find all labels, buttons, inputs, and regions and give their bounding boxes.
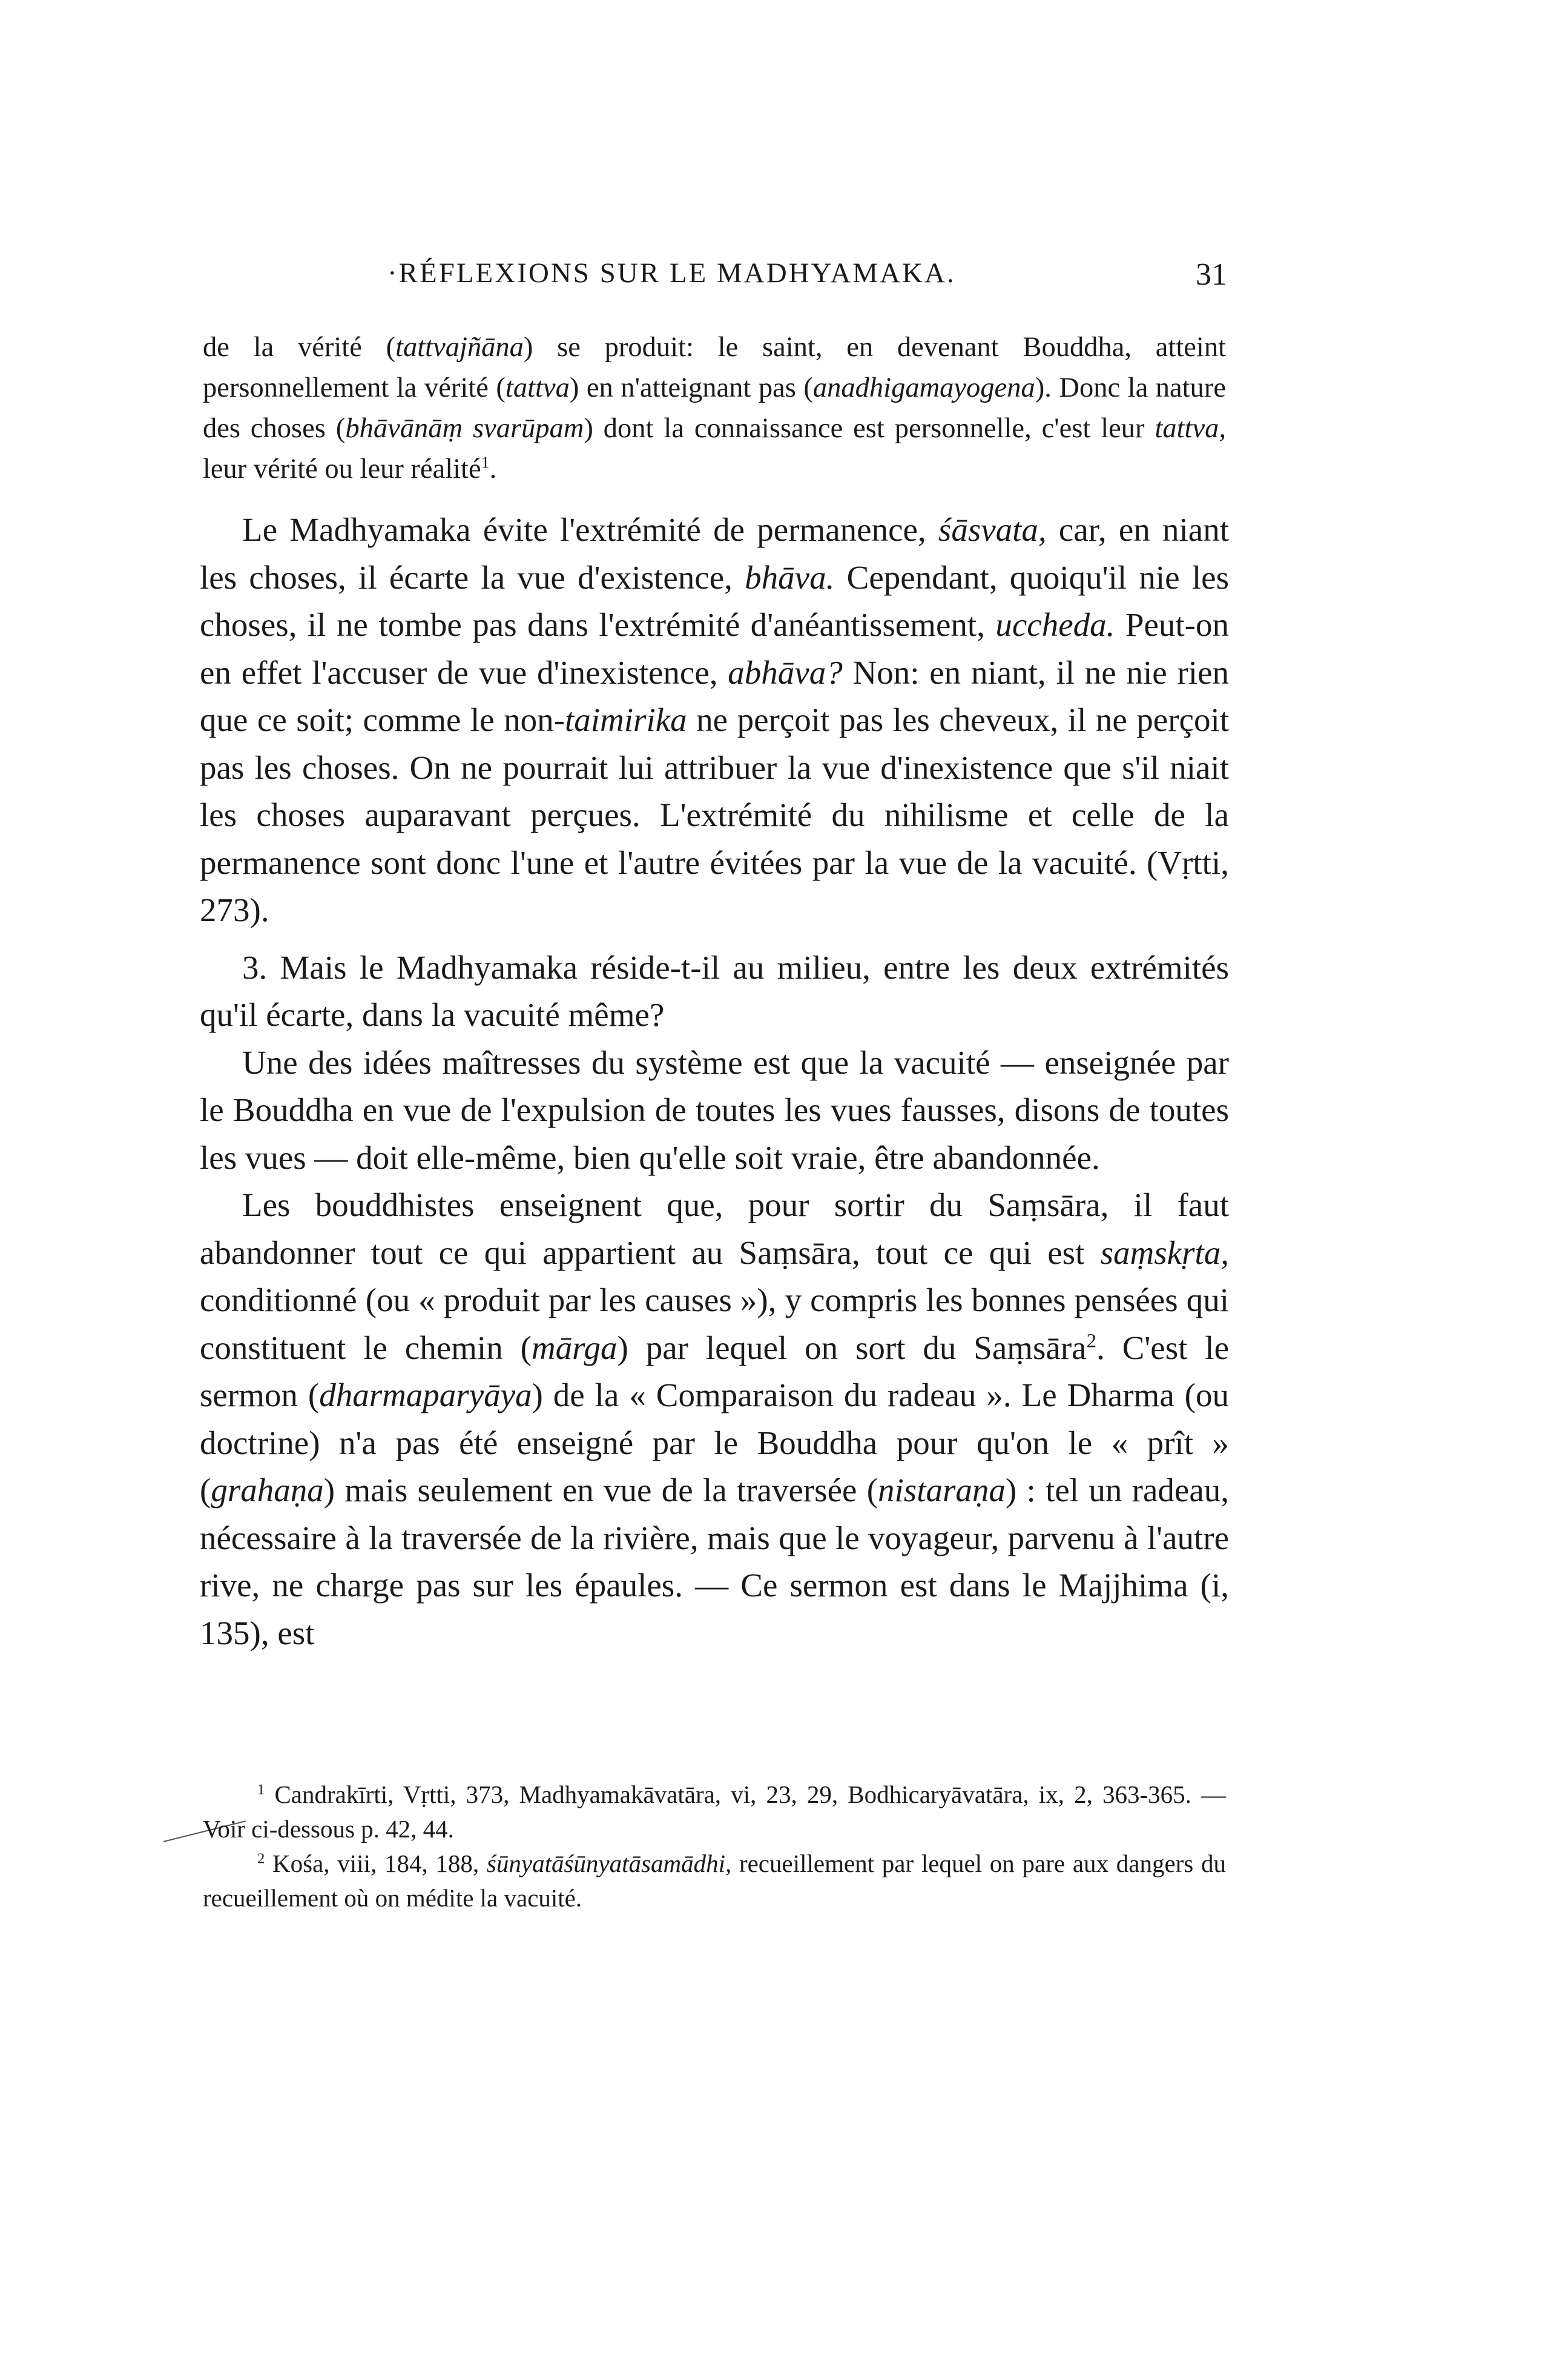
paragraph-raft-sermon: Les bouddhistes enseignent que, pour sortir du Saṃsāra, il faut abandonner tout ce qui appartient au Saṃsāra, tout ce qui est saṃskṛta, conditionné (ou « produit par les causes »), y compris les bonnes pensées qui constituent le chemin (mārga) par lequel on sort du Saṃsāra$^2$. C'est le sermon (dharmaparyāya) de la « Comparaison du radeau ». Le Dharma (ou doctrine) n'a pas été enseigné par le Bouddha pour qu'on le « prît » (grahaṇa) mais seulement en vue de la traversée (nistaraṇa) : tel un radeau, nécessaire à la traversée de la rivière, mais que le voyageur, parvenu à l'autre rive, ne charge pas sur les épaules. — Ce sermon est dans le Majjhima (i, 135), est xyxy=(200,1186,1229,1651)
footnote-1: $^1$ Candrakīrti, Vṛtti, 373, Madhyamakāvatāra, vi, 23, 29, Bodhicaryāvatāra, ix, 2, 363-365. — Voir ci-dessous p. 42, 44. xyxy=(203,1780,1226,1843)
footnotes xyxy=(203,1777,1226,1915)
main-text xyxy=(200,506,1229,1657)
continuation-paragraph: de la vérité (tattvajñāna) se produit: le saint, en devenant Bouddha, atteint personnellement la vérité (tattva) en n'atteignant pas (anadhigamayogena). Donc la nature des choses (bhāvānāṃ svarūpam) dont la connaissance est personnelle, c'est leur tattva, leur vérité ou leur réalité$^1$. xyxy=(203,332,1226,484)
footnote-ref-2: 2 xyxy=(1086,1330,1097,1352)
footnote-2: $^2$ Kośa, viii, 184, 188, śūnyatāśūnyatāsamādhi, recueillement par lequel on pare aux dangers du recueillement où on médite la vacuité. xyxy=(203,1849,1226,1912)
paragraph-extremes: Le Madhyamaka évite l'extrémité de permanence, śāsvata, car, en niant les choses, il écarte la vue d'existence, bhāva. Cependant, quoiqu'il nie les choses, il ne tombe pas dans l'extrémité d'anéantissement, uccheda. Peut-on en effet l'accuser de vue d'inexistence, abhāva? Non: en niant, il ne nie rien que ce soit; comme le non-taimirika ne perçoit pas les cheveux, il ne perçoit pas les choses. On ne pourrait lui attribuer la vue d'inexistence que s'il niait les choses auparavant perçues. L'extrémité du nihilisme et celle de la permanence sont donc l'une et l'autre évitées par la vue de la vacuité. (Vṛtti, 273). xyxy=(200,511,1230,928)
paragraph-vacuity: Une des idées maîtresses du système est que la vacuité — enseignée par le Bouddha en vue de l'expulsion de toutes les vues fausses, disons de toutes les vues — doit elle-même, bien qu'elle soit vraie, être abandonnée. xyxy=(200,1043,1229,1176)
page-number: 31 xyxy=(1196,257,1227,292)
running-title: ·RÉFLEXIONS SUR LE MADHYAMAKA. xyxy=(387,257,956,289)
paragraph-section-3: 3. Mais le Madhyamaka réside-t-il au milieu, entre les deux extrémités qu'il écarte, dans la vacuité même? xyxy=(200,948,1229,1033)
footnote-ref-1: 1 xyxy=(481,453,490,472)
